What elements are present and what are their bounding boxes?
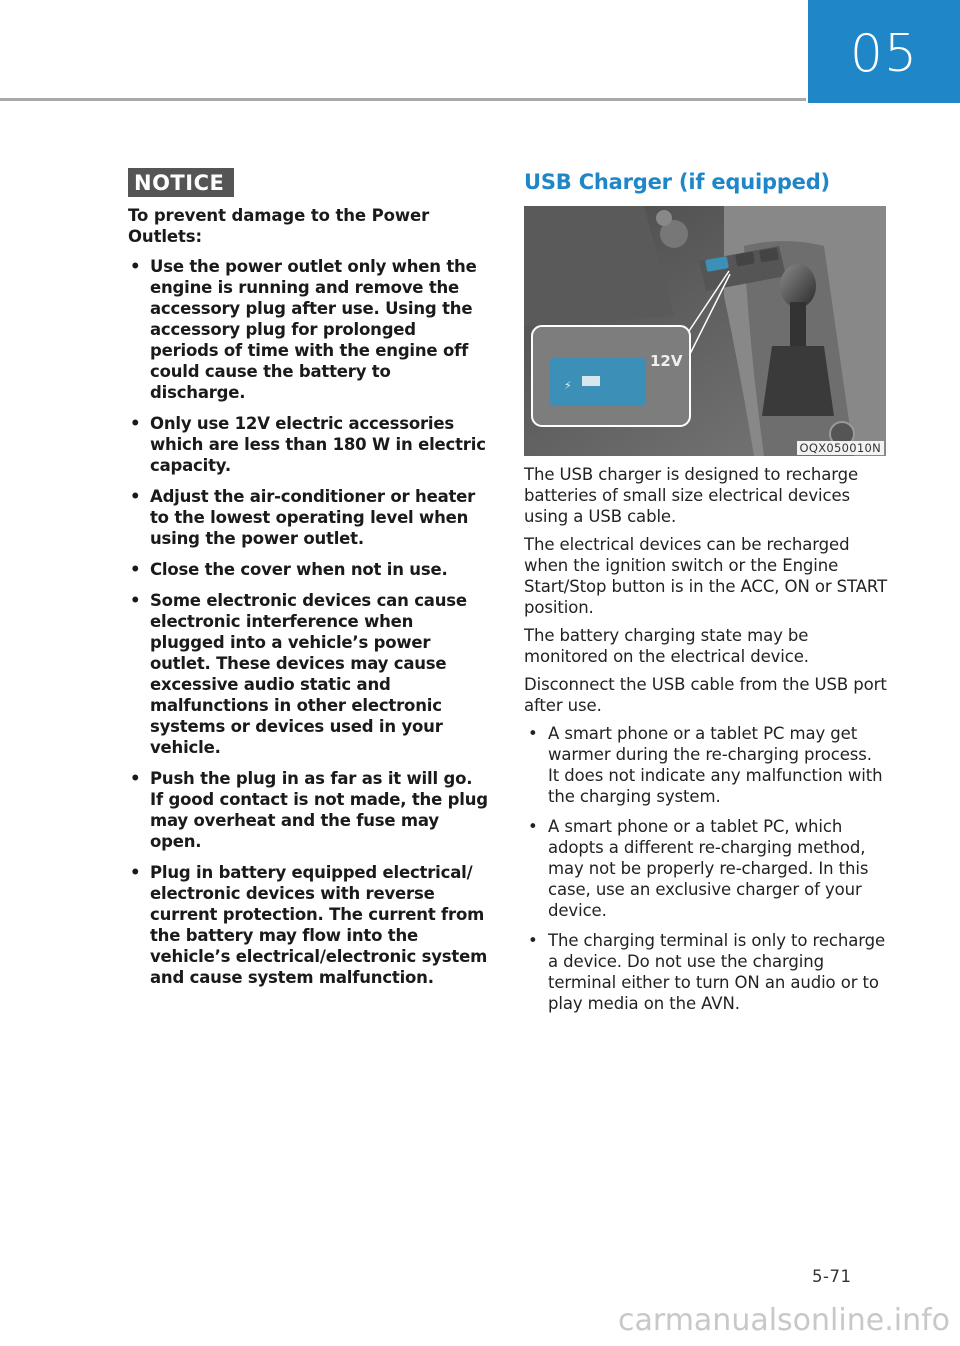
notice-badge: NOTICE xyxy=(128,168,234,197)
list-item xyxy=(524,816,888,921)
paragraph: Disconnect the USB cable from the USB port after use. xyxy=(524,675,887,715)
notice-list xyxy=(128,256,488,988)
list-item xyxy=(128,768,488,852)
paragraph: The battery charging state may be monitored on the electrical device. xyxy=(524,626,809,666)
section-title: USB Charger (if equipped) xyxy=(524,170,830,194)
list-item-text: A smart phone or a tablet PC may get warmer during the re-charging process. It does not indicate any malfunction with the charging system. xyxy=(548,724,883,806)
bullet: • xyxy=(130,487,141,506)
bullet: • xyxy=(528,724,538,743)
list-item-text: A smart phone or a tablet PC, which adopts a different re-charging method, may not be properly re-charged. In this case, use an exclusive charger of your device. xyxy=(548,817,869,920)
bullet: • xyxy=(130,863,141,882)
list-item-text: Push the plug in as far as it will go. If good contact is not made, the plug may overheat and the fuse may open. xyxy=(150,769,488,851)
list-item-text: Some electronic devices can cause electronic interference when plugged into a vehicle’s power outlet. These devices may cause excessive audio static and malfunctions in other electronic systems or devices used in your vehicle. xyxy=(150,591,467,757)
svg-text:⚡: ⚡ xyxy=(564,379,572,392)
list-item-text: Only use 12V electric accessories which are less than 180 W in electric capacity. xyxy=(150,414,486,475)
chapter-tab xyxy=(808,0,960,103)
usb-charger-figure xyxy=(524,206,886,456)
bullet: • xyxy=(130,414,141,433)
bullet: • xyxy=(130,257,141,276)
usb-body xyxy=(524,464,888,716)
header-rule xyxy=(0,98,806,101)
list-item xyxy=(128,590,488,758)
bullet: • xyxy=(130,769,141,788)
usb-section xyxy=(524,170,888,1023)
label-12v: 12V xyxy=(650,352,683,370)
bullet: • xyxy=(528,931,538,950)
notice-intro: To prevent damage to the Power Outlets: xyxy=(128,206,430,246)
chapter-number: 05 xyxy=(849,23,919,84)
bullet: • xyxy=(528,817,538,836)
list-item xyxy=(128,486,488,549)
page-number: 5-71 xyxy=(812,1267,852,1286)
list-item-text: The charging terminal is only to recharge a device. Do not use the charging terminal either to turn ON an audio or to play media on the AVN. xyxy=(548,931,886,1013)
watermark-logo: carmanualsonline.info xyxy=(618,1303,950,1338)
list-item-text: Adjust the air-conditioner or heater to the lowest operating level when using the power outlet. xyxy=(150,487,476,548)
figure-code: OQX050010N xyxy=(797,441,884,455)
bullet: • xyxy=(130,560,141,579)
list-item xyxy=(524,930,888,1014)
paragraph: The electrical devices can be recharged when the ignition switch or the Engine Start/Stop button is in the ACC, ON or START position. xyxy=(524,535,888,617)
list-item xyxy=(128,413,488,476)
list-item xyxy=(128,256,488,403)
console-illustration xyxy=(524,206,886,456)
list-item-text: Use the power outlet only when the engine is running and remove the accessory plug after use. Using the accessory plug for prolonged periods of time with the engine off could cause the battery to discharge. xyxy=(150,257,477,402)
list-item-text: Plug in battery equipped electrical/ electronic devices with reverse current protection. The current from the battery may flow into the vehicle’s electrical/electronic system and cause system malfunction. xyxy=(150,863,488,987)
usb-list xyxy=(524,723,888,1014)
list-item xyxy=(128,862,488,988)
list-item xyxy=(128,559,488,580)
list-item xyxy=(524,723,888,807)
notice-section xyxy=(128,168,488,998)
list-item-text: Close the cover when not in use. xyxy=(150,560,448,579)
paragraph: The USB charger is designed to recharge batteries of small size electrical devices using a USB cable. xyxy=(524,465,859,526)
bullet: • xyxy=(130,591,141,610)
